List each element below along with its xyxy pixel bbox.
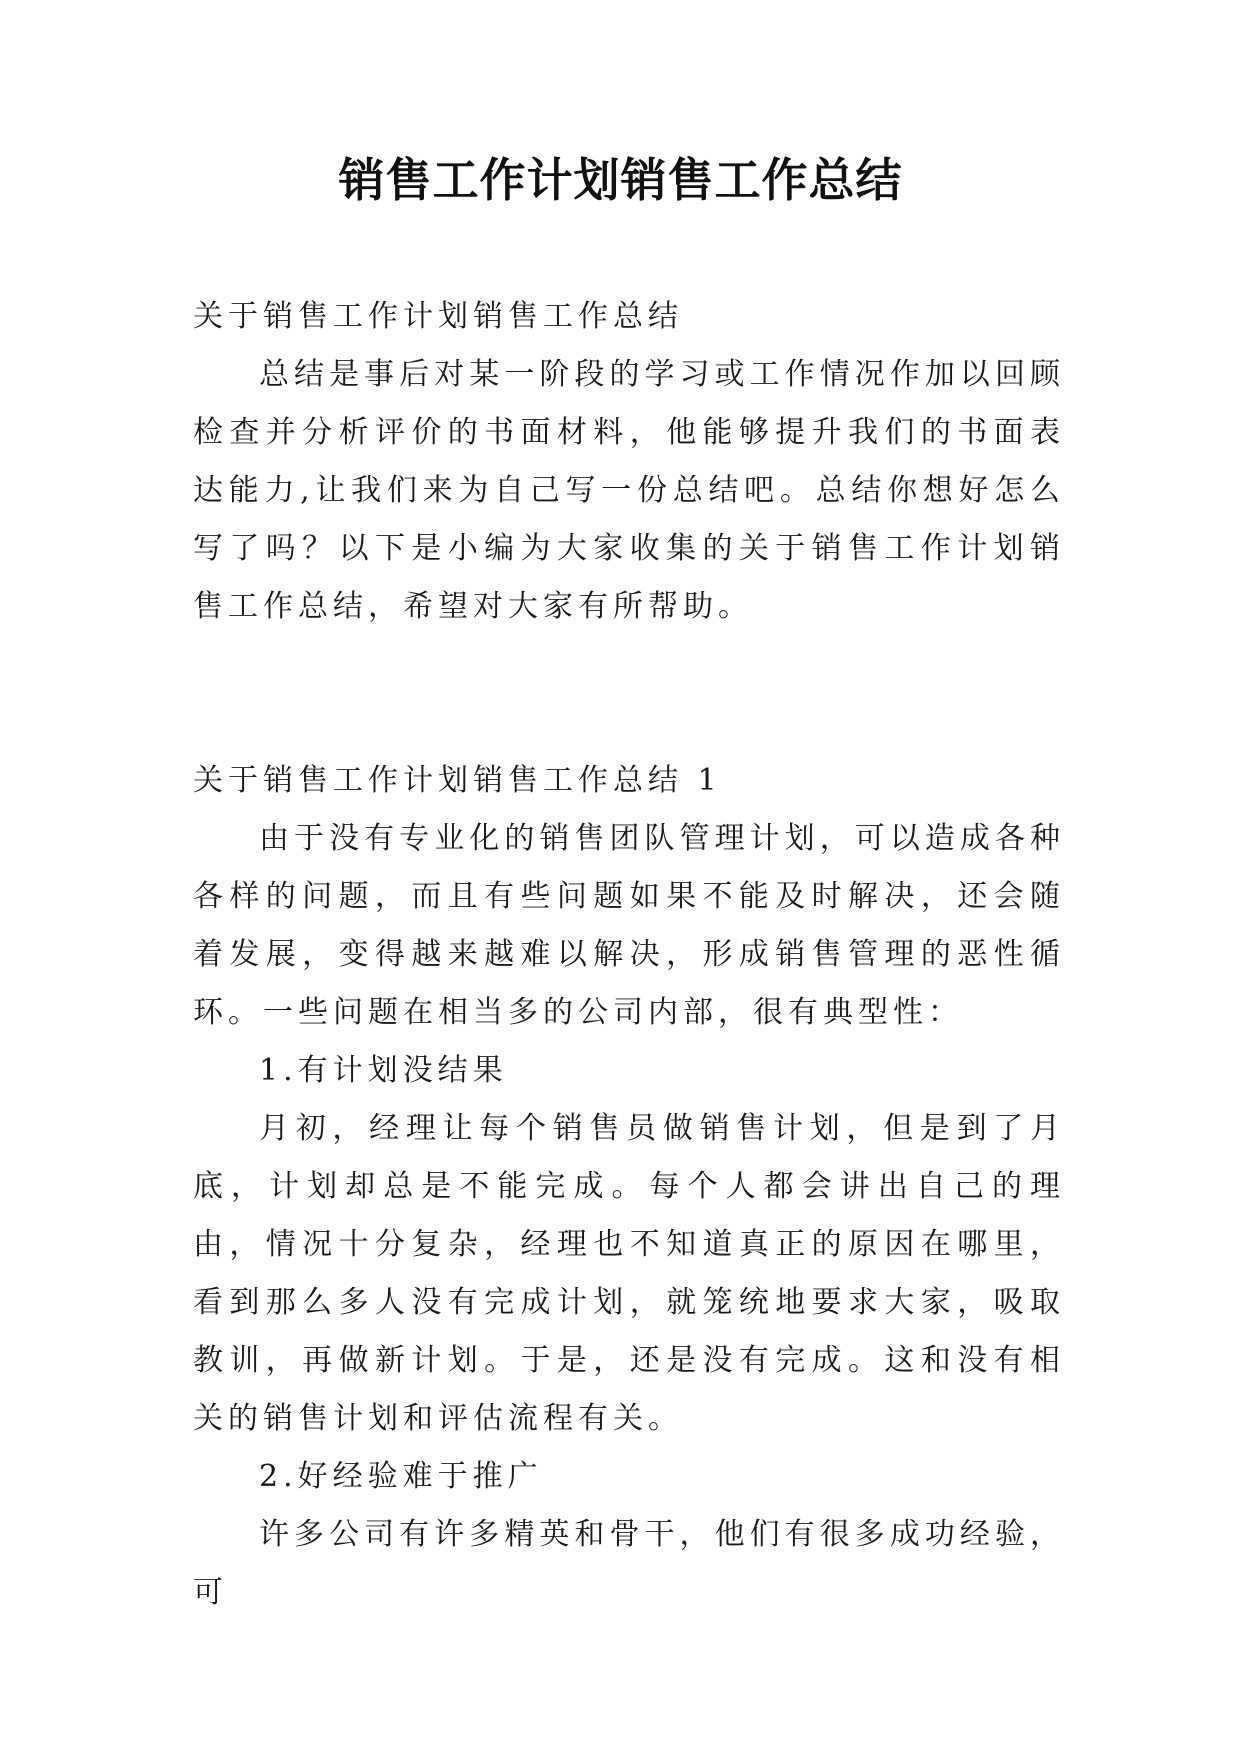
document-title: 销售工作计划销售工作总结 <box>338 153 903 207</box>
item1-heading: 1.有计划没结果 <box>259 1053 508 1088</box>
item2-heading: 2.好经验难于推广 <box>259 1459 543 1494</box>
intro-paragraph: 总结是事后对某一阶段的学习或工作情况作加以回顾检查并分析评价的书面材料，他能够提升我们的书面表达能力,让我们来为自己写一份总结吧。总结你想好怎么写了吗？以下是小编为大家收集的关于销售工作计划销售工作总结，希望对大家有所帮助。 <box>193 357 1065 624</box>
section1-paragraph: 由于没有专业化的销售团队管理计划，可以造成各种各样的问题，而且有些问题如果不能及时解决，还会随着发展，变得越来越难以解决，形成销售管理的恶性循环。一些问题在相当多的公司内部，很有典型性： <box>193 821 1065 1030</box>
intro-heading: 关于销售工作计划销售工作总结 <box>193 299 683 334</box>
item2-paragraph: 许多公司有许多精英和骨干，他们有很多成功经验，可 <box>193 1517 1065 1610</box>
document-body <box>193 288 1065 1622</box>
section-spacer <box>193 636 1065 752</box>
item1-paragraph: 月初，经理让每个销售员做销售计划，但是到了月底，计划却总是不能完成。每个人都会讲出自己的理由，情况十分复杂，经理也不知道真正的原因在哪里，看到那么多人没有完成计划，就笼统地要求大家，吸取教训，再做新计划。于是，还是没有完成。这和没有相关的销售计划和评估流程有关。 <box>193 1111 1065 1436</box>
section1-heading: 关于销售工作计划销售工作总结 1 <box>193 763 722 798</box>
